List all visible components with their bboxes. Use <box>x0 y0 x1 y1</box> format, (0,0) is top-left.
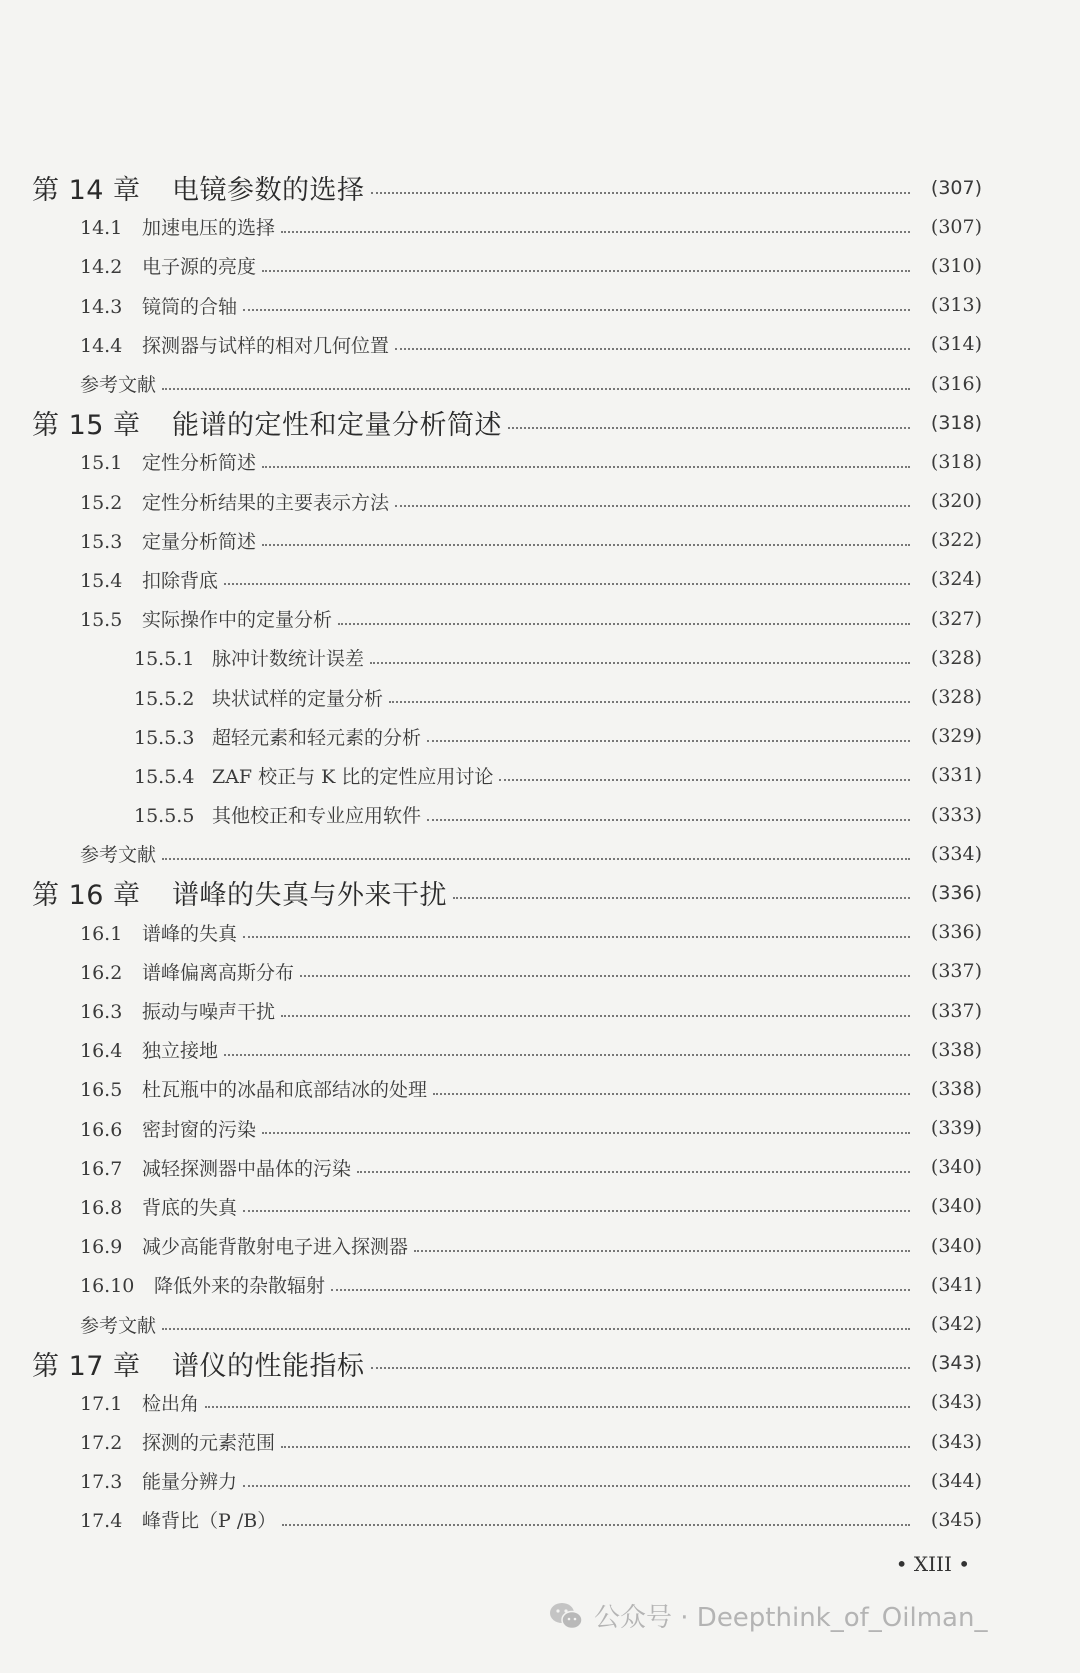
dot-leader <box>357 1169 910 1173</box>
dot-leader <box>262 464 910 468</box>
toc-entry-label <box>0 292 237 319</box>
dot-leader <box>371 190 911 194</box>
dot-leader <box>224 1052 910 1056</box>
toc-entry-number: 15.5.3 <box>134 726 195 749</box>
toc-entry-number: 14.1 <box>80 217 123 240</box>
toc-entry-title: 参考文献 <box>80 844 157 867</box>
toc-entry-title: 定量分析简述 <box>142 530 257 553</box>
watermark <box>548 1597 987 1634</box>
toc-page-number: (343) <box>930 1391 982 1414</box>
toc-entry-title: 脉冲计数统计误差 <box>212 648 365 671</box>
toc-section-row <box>0 1265 1080 1304</box>
toc-entry-title: 电子源的亮度 <box>142 256 257 279</box>
toc-entry-number: 17.4 <box>80 1510 123 1533</box>
toc-page-number: (340) <box>930 1234 982 1257</box>
toc-entry-title: 峰背比（P /B） <box>142 1510 277 1533</box>
toc-section-row <box>0 1148 1080 1187</box>
toc-section-row <box>0 286 1080 325</box>
toc-page-number: (318) <box>930 450 982 473</box>
toc-section-row <box>0 677 1080 716</box>
toc-entry-label <box>0 1075 427 1102</box>
toc-section-row <box>0 1500 1080 1539</box>
toc-entry-label <box>0 723 421 750</box>
toc-section-row <box>0 952 1080 991</box>
toc-entry-title: 杜瓦瓶中的冰晶和底部结冰的处理 <box>142 1079 428 1102</box>
dot-leader <box>370 660 910 664</box>
toc-page-number: (343) <box>930 1352 982 1375</box>
toc-entry-title: 参考文献 <box>80 1314 157 1337</box>
dot-leader <box>395 503 910 507</box>
toc-section-row <box>0 1109 1080 1148</box>
toc-page-number: (341) <box>930 1273 982 1296</box>
toc-page-number: (337) <box>930 999 982 1022</box>
toc-page-number: (324) <box>930 568 982 591</box>
toc-entry-label <box>0 168 365 207</box>
toc-entry-title: 谱峰偏离高斯分布 <box>142 961 295 984</box>
toc-section-row <box>0 521 1080 560</box>
dot-leader <box>300 973 910 977</box>
dot-leader <box>338 621 910 625</box>
toc-page-number: (318) <box>930 411 982 434</box>
toc-section-row <box>0 1422 1080 1461</box>
dot-leader <box>224 581 910 585</box>
toc-entry-title: 其他校正和专业应用软件 <box>212 805 422 828</box>
toc-entry-title: 定性分析结果的主要表示方法 <box>142 491 390 514</box>
toc-chapter-row <box>0 1344 1080 1383</box>
toc-entry-label <box>0 213 275 240</box>
toc-entry-title: 实际操作中的定量分析 <box>142 609 333 632</box>
toc-page-number: (322) <box>930 529 982 552</box>
dot-leader <box>427 738 910 742</box>
toc-entry-number: 14.2 <box>80 256 123 279</box>
toc-entry-label <box>0 1344 365 1383</box>
toc-entry-title: 独立接地 <box>142 1040 219 1063</box>
toc-entry-label <box>0 1428 275 1455</box>
toc-page-number: (344) <box>930 1469 982 1492</box>
toc-entry-title: 谱仪的性能指标 <box>172 1350 365 1382</box>
toc-entry-label <box>0 527 256 554</box>
toc-entry-label <box>0 1193 237 1220</box>
toc-page-number: (331) <box>930 764 982 787</box>
toc-section-row <box>0 756 1080 795</box>
dot-leader <box>243 307 910 311</box>
dot-leader <box>508 425 910 429</box>
toc-entry-title: 定性分析简述 <box>142 452 257 475</box>
toc-section-row <box>0 482 1080 521</box>
toc-entry-title: 块状试样的定量分析 <box>212 687 384 710</box>
toc-entry-number: 16.1 <box>80 922 123 945</box>
toc-entry-label <box>0 958 294 985</box>
toc-entry-title: 探测的元素范围 <box>142 1432 276 1455</box>
dot-leader <box>162 1326 910 1330</box>
toc-page-number: (334) <box>930 842 982 865</box>
toc-references-row <box>0 364 1080 403</box>
dot-leader <box>262 1130 910 1134</box>
toc-entry-number: 15.1 <box>80 452 123 475</box>
toc-page-number: (338) <box>930 1038 982 1061</box>
toc-entry-number: 15.5.1 <box>134 648 195 671</box>
toc-entry-number: 15.2 <box>80 491 123 514</box>
toc-entry-number: 15.5 <box>80 609 123 632</box>
toc-entry-label <box>0 1271 325 1298</box>
toc-entry-title: 能量分辨力 <box>142 1471 238 1494</box>
toc-section-row <box>0 1030 1080 1069</box>
toc-entry-label <box>0 1154 351 1181</box>
toc-entry-number: 17.3 <box>80 1471 123 1494</box>
toc-entry-title: 谱峰的失真 <box>142 922 238 945</box>
toc-page-number: (320) <box>930 490 982 513</box>
toc-page-number: (337) <box>930 960 982 983</box>
toc-entry-title: 电镜参数的选择 <box>172 175 365 207</box>
toc-entry-number: 第 17 章 <box>32 1350 141 1382</box>
dot-leader <box>282 1522 910 1526</box>
toc-entry-title: 谱峰的失真与外来干扰 <box>172 880 447 912</box>
toc-entry-title: 扣除背底 <box>142 569 219 592</box>
toc-section-row <box>0 913 1080 952</box>
dot-leader <box>389 699 910 703</box>
toc-entry-label <box>0 605 332 632</box>
toc-entry-number: 15.5.2 <box>134 687 195 710</box>
toc-section-row <box>0 717 1080 756</box>
dot-leader <box>262 268 910 272</box>
toc-entry-title: 振动与噪声干扰 <box>142 1001 276 1024</box>
toc-entry-title: 探测器与试样的相对几何位置 <box>142 334 390 357</box>
toc-entry-title: 镜筒的合轴 <box>142 295 238 318</box>
dot-leader <box>453 895 910 899</box>
toc-entry-title: ZAF 校正与 K 比的定性应用讨论 <box>212 765 494 788</box>
toc-page-number: (328) <box>930 686 982 709</box>
dot-leader <box>499 777 910 781</box>
toc-entry-number: 16.2 <box>80 961 123 984</box>
toc-page-number: (328) <box>930 646 982 669</box>
toc-entry-label <box>0 919 237 946</box>
toc-entry-number: 16.6 <box>80 1118 123 1141</box>
toc-entry-number: 14.3 <box>80 295 123 318</box>
toc-entry-label <box>0 644 364 671</box>
toc-entry-label <box>0 1506 276 1533</box>
toc-section-row <box>0 246 1080 285</box>
toc-entry-label <box>0 684 383 711</box>
dot-leader <box>243 1208 910 1212</box>
toc-entry-number: 17.1 <box>80 1392 123 1415</box>
toc-section-row <box>0 638 1080 677</box>
toc-entry-title: 能谱的定性和定量分析简述 <box>172 410 502 442</box>
toc-page-number: (314) <box>930 333 982 356</box>
toc-section-row <box>0 1069 1080 1108</box>
toc-entry-number: 17.2 <box>80 1432 123 1455</box>
toc-entry-number: 16.9 <box>80 1236 123 1259</box>
toc-entry-title: 加速电压的选择 <box>142 217 276 240</box>
toc-entry-title: 超轻元素和轻元素的分析 <box>212 726 422 749</box>
toc-entry-number: 15.4 <box>80 569 123 592</box>
toc-entry-number: 15.3 <box>80 530 123 553</box>
dot-leader <box>281 1444 910 1448</box>
wechat-icon <box>548 1601 584 1631</box>
toc-entry-label <box>0 873 447 912</box>
toc-section-row <box>0 599 1080 638</box>
toc-page-number: (339) <box>930 1117 982 1140</box>
toc-page-number: (336) <box>930 921 982 944</box>
dot-leader <box>243 934 910 938</box>
toc-chapter-row <box>0 168 1080 207</box>
toc-entry-number: 第 16 章 <box>32 880 141 912</box>
toc-section-row <box>0 1383 1080 1422</box>
dot-leader <box>281 229 910 233</box>
toc-page-number: (329) <box>930 725 982 748</box>
toc-page-number: (307) <box>930 176 982 199</box>
toc-entry-label <box>0 252 256 279</box>
toc-section-row <box>0 1187 1080 1226</box>
toc-entry-number: 15.5.5 <box>134 805 195 828</box>
toc-entry-number: 16.8 <box>80 1196 123 1219</box>
toc-entry-title: 参考文献 <box>80 374 157 397</box>
toc-entry-label <box>0 448 256 475</box>
toc-page-number: (336) <box>930 881 982 904</box>
toc-page-number: (342) <box>930 1313 982 1336</box>
toc-entry-number: 14.4 <box>80 334 123 357</box>
toc-entry-number: 15.5.4 <box>134 765 195 788</box>
toc-references-row <box>0 1304 1080 1343</box>
dot-leader <box>243 1483 910 1487</box>
toc-page-number: (310) <box>930 254 982 277</box>
toc-page-number: (340) <box>930 1195 982 1218</box>
dot-leader <box>205 1404 910 1408</box>
toc-entry-title: 密封窗的污染 <box>142 1118 257 1141</box>
toc-entry-title: 减少高能背散射电子进入探测器 <box>142 1236 409 1259</box>
toc-entry-number: 第 14 章 <box>32 175 141 207</box>
toc-section-row <box>0 795 1080 834</box>
toc-entry-title: 降低外来的杂散辐射 <box>154 1275 326 1298</box>
toc-entry-label <box>0 1036 218 1063</box>
toc-entry-number: 16.5 <box>80 1079 123 1102</box>
dot-leader <box>281 1013 910 1017</box>
dot-leader <box>414 1248 910 1252</box>
watermark-text: 公众号 · Deepthink_of_Oilman_ <box>594 1603 988 1633</box>
toc-entry-label <box>0 1467 237 1494</box>
toc-page-number: (340) <box>930 1156 982 1179</box>
toc-chapter-row <box>0 873 1080 912</box>
toc-page-number: (307) <box>930 215 982 238</box>
toc-entry-number: 16.10 <box>80 1275 135 1298</box>
toc-page-number: (333) <box>930 803 982 826</box>
dot-leader <box>395 346 910 350</box>
dot-leader <box>433 1091 910 1095</box>
toc-entry-label <box>0 801 421 828</box>
toc-entry-title: 检出角 <box>142 1392 200 1415</box>
dot-leader <box>262 542 910 546</box>
toc-entry-label <box>0 566 218 593</box>
toc-entry-label <box>0 1311 156 1338</box>
toc-section-row <box>0 325 1080 364</box>
toc-references-row <box>0 834 1080 873</box>
toc-page-number: (343) <box>930 1430 982 1453</box>
toc-entry-label <box>0 1389 199 1416</box>
page-number: • XIII • <box>895 1552 970 1576</box>
dot-leader <box>331 1287 910 1291</box>
toc-section-row <box>0 1226 1080 1265</box>
toc-page-number: (338) <box>930 1077 982 1100</box>
toc-section-row <box>0 207 1080 246</box>
toc-entry-number: 第 15 章 <box>32 410 141 442</box>
toc-entry-number: 16.7 <box>80 1157 123 1180</box>
toc-page-number: (316) <box>930 372 982 395</box>
toc-chapter-row <box>0 403 1080 442</box>
toc-entry-title: 背底的失真 <box>142 1196 238 1219</box>
toc-entry-label <box>0 1232 408 1259</box>
toc-entry-title: 减轻探测器中晶体的污染 <box>142 1157 352 1180</box>
toc-section-row <box>0 1461 1080 1500</box>
toc-entry-label <box>0 762 493 789</box>
toc-entry-label <box>0 370 156 397</box>
toc-entry-number: 16.4 <box>80 1040 123 1063</box>
dot-leader <box>427 817 910 821</box>
toc-page-number: (327) <box>930 607 982 630</box>
toc-entry-label <box>0 997 275 1024</box>
toc-section-row <box>0 991 1080 1030</box>
toc-entry-label <box>0 331 389 358</box>
table-of-contents <box>0 168 1080 1540</box>
toc-entry-label <box>0 1115 256 1142</box>
toc-section-row <box>0 560 1080 599</box>
toc-entry-label <box>0 840 156 867</box>
toc-entry-label <box>0 488 389 515</box>
dot-leader <box>162 856 910 860</box>
toc-section-row <box>0 442 1080 481</box>
toc-page-number: (313) <box>930 294 982 317</box>
toc-page-number: (345) <box>930 1508 982 1531</box>
dot-leader <box>371 1365 911 1369</box>
dot-leader <box>162 386 910 390</box>
toc-entry-number: 16.3 <box>80 1001 123 1024</box>
toc-entry-label <box>0 403 502 442</box>
